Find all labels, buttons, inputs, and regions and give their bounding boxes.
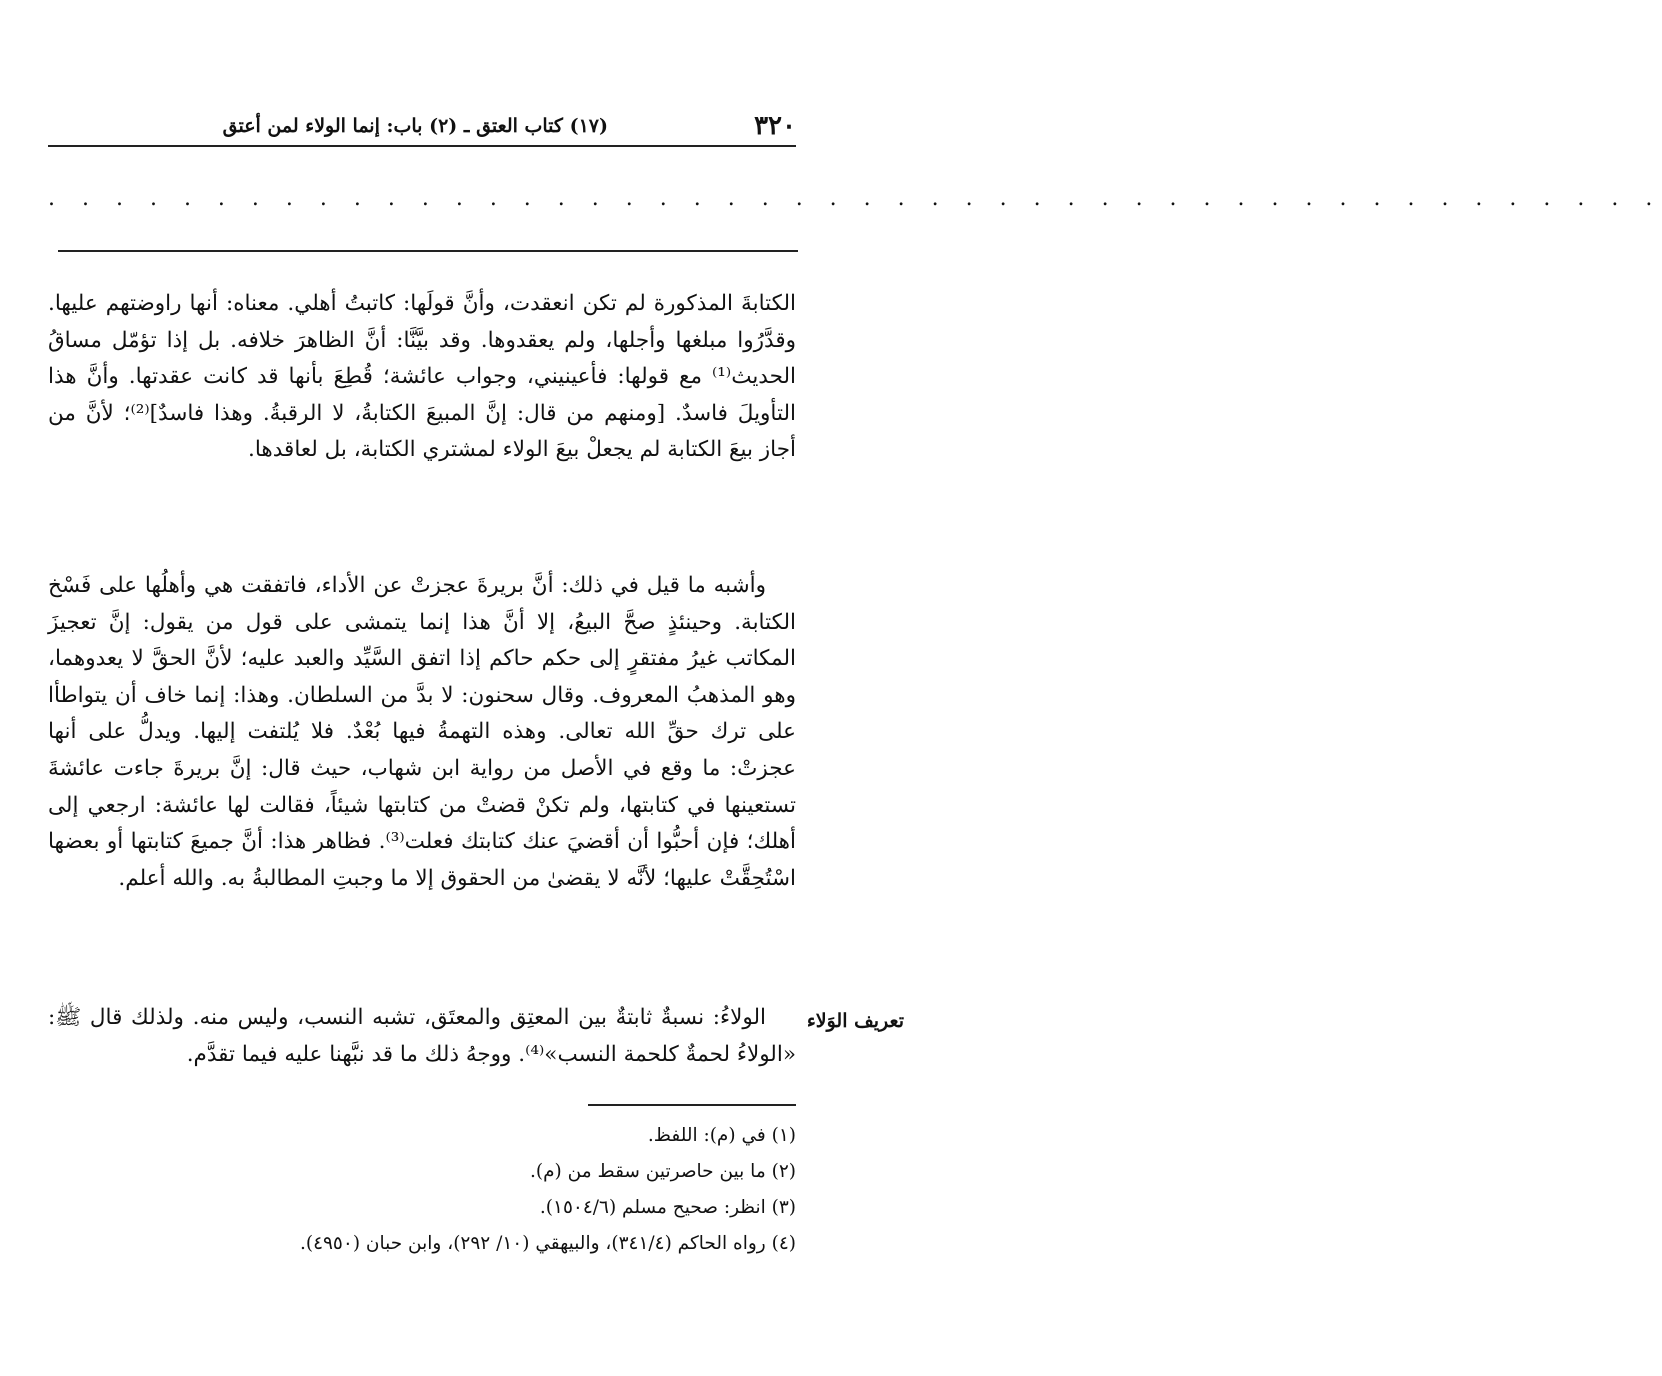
paragraph-3: الولاءُ: نسبةٌ ثابتةٌ بين المعتِق والمعتَق، تشبه النسب، وليس منه. ولذلك قال ﷺ: «الولاءُ لحمةٌ كلحمة النسب»⁽⁴⁾. ووجهُ ذلك ما قد نبَّهنا عليه فيما تقدَّم. bbox=[48, 1005, 796, 1067]
running-title: (١٧) كتاب العتق ـ (٢) باب: إنما الولاء لمن أعتق bbox=[222, 115, 608, 137]
footnote-4: (٤) رواه الحاكم (٣٤١/٤)، والبيهقي (١٠/ ٢٩٢)، وابن حبان (٤٩٥٠). bbox=[299, 1233, 796, 1254]
page-number: ٣٢٠ bbox=[754, 111, 796, 141]
paragraph-1: الكتابةَ المذكورة لم تكن انعقدت، وأنَّ قولَها: كاتبتُ أهلي. معناه: أنها راوضتهم عليها. وقدَّرُوا مبلغها وأجلها، ولم يعقدوها. وقد بيَّنَّا: أنَّ الظاهرَ خلافه. بل إذا تؤمّل مساقُ الحديث⁽¹⁾ مع قولها: فأعينيني، وجواب عائشة؛ قُطِعَ بأنها قد كانت عقدتها. وأنَّ هذا التأويلَ فاسدٌ. [ومنهم من قال: إنَّ المبيعَ الكتابةُ، لا الرقبةُ. وهذا فاسدٌ]⁽²⁾؛ لأنَّ من أجاز بيعَ الكتابة لم يجعلْ بيعَ الولاء لمشتري الكتابة، بل لعاقدها. bbox=[48, 291, 796, 463]
footnote-3: (٣) انظر: صحيح مسلم (١٥٠٤/٦). bbox=[539, 1197, 796, 1218]
footnote-2: (٢) ما بين حاصرتين سقط من (م). bbox=[529, 1161, 796, 1182]
page-header bbox=[48, 108, 796, 144]
paragraph-2: وأشبه ما قيل في ذلك: أنَّ بريرةَ عجزتْ عن الأداء، فاتفقت هي وأهلُها على فَسْخ الكتابة. وحينئذٍ صحَّ البيعُ، إلا أنَّ هذا إنما يتمشى على قول من يقول: إنَّ تعجيزَ المكاتب غيرُ مفتقرٍ إلى حكم حاكم إذا اتفق السَّيِّد والعبد عليه؛ لأنَّ الحقَّ لا يعدوهما، وهو المذهبُ المعروف. وقال سحنون: لا بدَّ من السلطان. وهذا: إنما خاف أن يتواطأا على ترك حقِّ الله تعالى. وهذه التهمةُ فيها بُعْدٌ. فلا يُلتفت إليها. ويدلُّ على أنها عجزتْ: ما وقع في الأصل من رواية ابن شهاب، حيث قال: إنَّ بريرةَ جاءت عائشةَ تستعينها في كتابتها، ولم تكنْ قضتْ من كتابتها شيئاً، فقالت لها عائشة: ارجعي إلى أهلك؛ فإن أحبُّوا أن أقضيَ عنك كتابتك فعلت⁽³⁾. فظاهر هذا: أنَّ جميعَ كتابتها أو بعضها اسْتُحِقَّتْ عليها؛ لأنَّه لا يقضىٰ من الحقوق إلا ما وجبتِ المطالبةُ به. والله أعلم. bbox=[48, 573, 796, 891]
margin-heading: تعريف الوَلاء bbox=[806, 1010, 904, 1032]
main-text bbox=[48, 286, 796, 1076]
section-divider bbox=[58, 250, 798, 252]
footnote-rule bbox=[588, 1104, 796, 1106]
header-rule bbox=[48, 145, 796, 147]
omission-dots: . . . . . . . . . . . . . . . . . . . . . . . . . . . . . . . . . . . . . . . . . . . . . . . . bbox=[48, 186, 1662, 211]
footnote-1: (١) في (م): اللفظ. bbox=[647, 1125, 796, 1146]
footnotes bbox=[48, 1118, 796, 1262]
